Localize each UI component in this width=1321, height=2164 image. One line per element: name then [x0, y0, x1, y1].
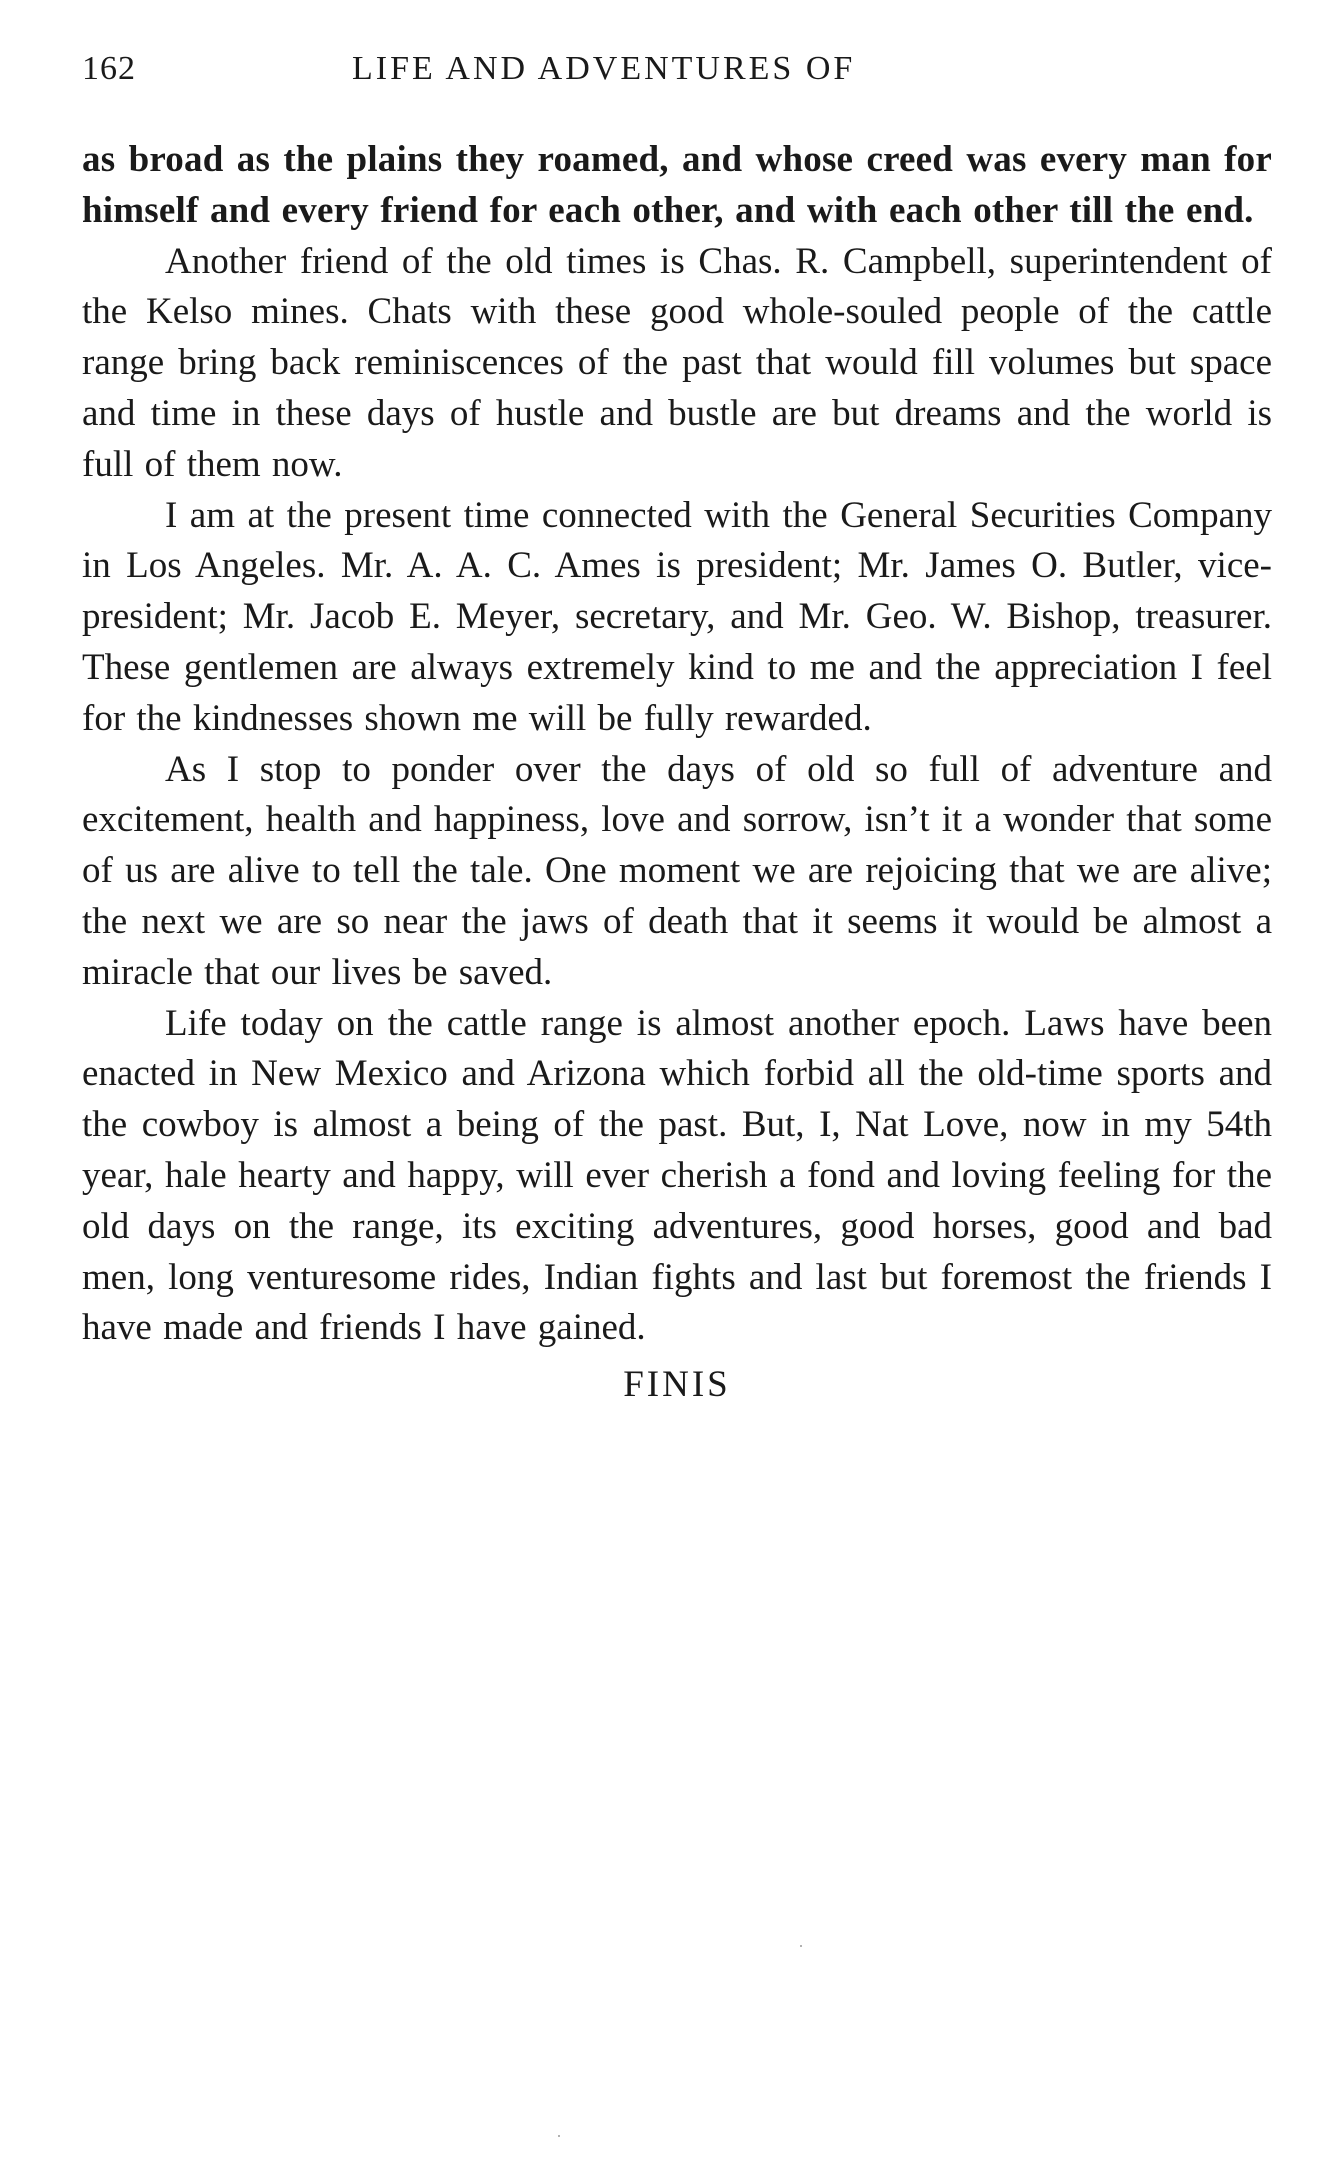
paragraph-continuation: as broad as the plains they roamed, and whose creed was every man for himself and every friend for each other, and with each other till the end.: [82, 139, 1272, 231]
paper-speck: [800, 1945, 802, 1947]
paragraph-cattle-range: Life today on the cattle range is almost another epoch. Laws have been enacted in New Mexico and Arizona which forbid all the old-time sports and the cowboy is almost a being of the past. But, I, Nat Love, now in my 54th year, hale hearty and happy, will ever cherish a fond and loving feeling for the old days on the range, its exciting adventures, good horses, good and bad men, long venturesome rides, Indian fights and last but foremost the friends I have made and friends I have gained.: [82, 1002, 1272, 1349]
finis-heading: FINIS: [623, 1364, 731, 1406]
running-head: [82, 50, 1272, 100]
paper-speck: [558, 2135, 560, 2137]
paragraph-general-securities: I am at the present time connected with the General Securities Company in Los Angeles. Mr. A. A. C. Ames is president; Mr. James O. Butler, vice-president; Mr. Jacob E. Meyer, secretary, and Mr. Geo. W. Bishop, treasurer. These gentlemen are always extremely kind to me and the appreciation I feel for the kindnesses shown me will be fully rewarded.: [82, 494, 1272, 739]
page-number: 162: [82, 50, 136, 87]
paragraph-campbell: Another friend of the old times is Chas. R. Campbell, superintendent of the Kelso mines. Chats with these good whole-souled people of the cattle range bring back reminiscences of the past that would fill volumes but space and time in these days of hustle and bustle are but dreams and the world is full of them now.: [82, 240, 1272, 485]
running-title: LIFE AND ADVENTURES OF: [352, 50, 856, 87]
body-text: [82, 135, 1272, 1410]
paragraph-ponder: As I stop to ponder over the days of old so full of adventure and excitement, health and happiness, love and sorrow, isn’t it a wonder that some of us are alive to tell the tale. One moment we are rejoicing that we are alive; the next we are so near the jaws of death that it seems it would be almost a miracle that our lives be saved.: [82, 748, 1272, 993]
